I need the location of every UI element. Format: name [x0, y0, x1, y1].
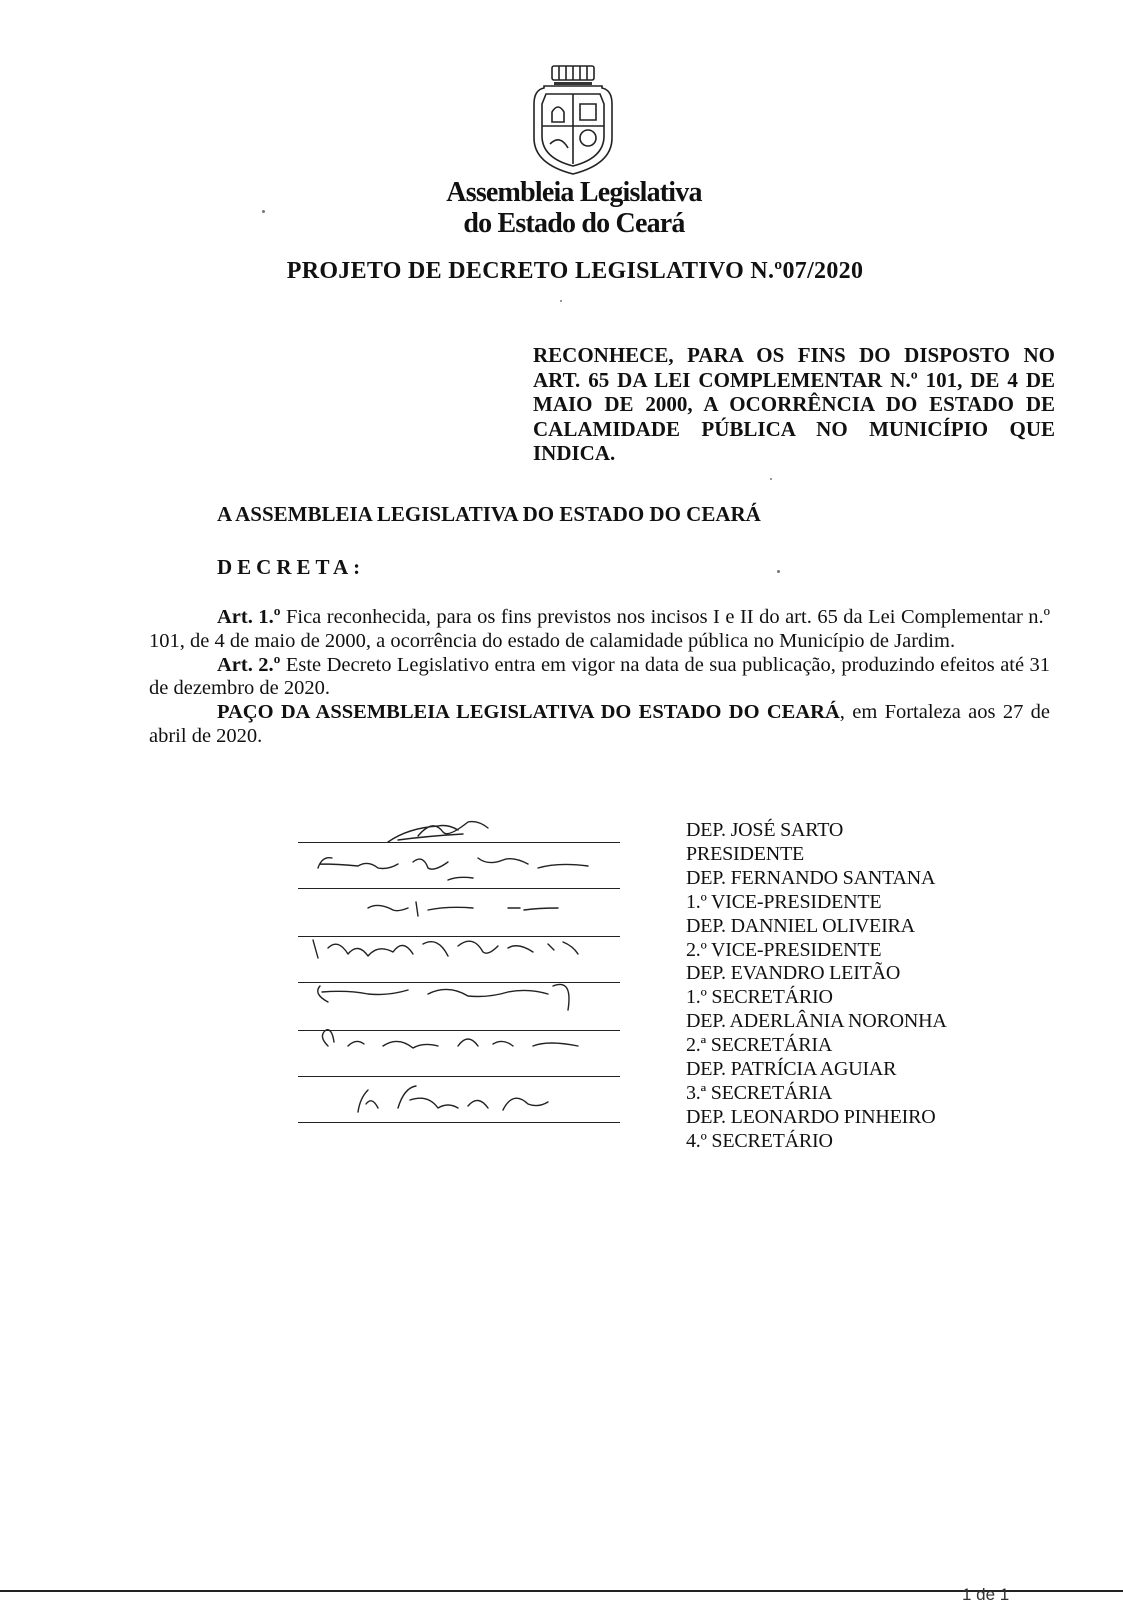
ementa: RECONHECE, PARA OS FINS DO DISPOSTO NO ART. 65 DA LEI COMPLEMENTAR N.º 101, DE 4 DE MAIO DE 2000, A OCORRÊNCIA DO ESTADO DE CALAMIDADE PÚBLICA NO MUNICÍPIO QUE INDICA. [533, 343, 1055, 465]
article-1-text: Fica reconhecida, para os fins previstos nos incisos I e II do art. 65 da Lei Complementar n.º 101, de 4 de maio de 2000, a ocorrência do estado de calamidade pública no Município de Jardim. [149, 606, 1051, 652]
signatory-name: DEP. EVANDRO LEITÃO [686, 962, 901, 985]
decreta-heading: DECRETA: [217, 555, 366, 579]
footer-rule [0, 1590, 1123, 1592]
signatory-role: 4.º SECRETÁRIO [686, 1129, 833, 1152]
scan-speck [560, 300, 562, 302]
signatory-role: 1.º VICE-PRESIDENTE [686, 890, 882, 913]
ceara-coat-of-arms-icon [530, 64, 616, 176]
signatory-name: DEP. JOSÉ SARTO [686, 819, 844, 841]
assembly-statement: A ASSEMBLEIA LEGISLATIVA DO ESTADO DO CEARÁ [217, 502, 761, 526]
signatory-role: 2.º VICE-PRESIDENTE [686, 938, 882, 961]
article-2-text: Este Decreto Legislativo entra em vigor na data de sua publicação, produzindo efeitos até 31 de dezembro de 2020. [149, 653, 1051, 700]
institution-name-line1: Assembleia Legislativa [446, 177, 702, 208]
signatory-role: PRESIDENTE [686, 842, 805, 865]
article-1 [149, 606, 1050, 654]
closing-label: PAÇO DA ASSEMBLEIA LEGISLATIVA DO ESTADO DO CEARÁ [217, 701, 840, 724]
article-1-label: Art. 1.º [217, 606, 281, 628]
signature-block [298, 818, 623, 1158]
scan-speck [262, 210, 265, 213]
document-title: PROJETO DE DECRETO LEGISLATIVO N.º07/2020 [286, 258, 864, 284]
signatory-name: DEP. LEONARDO PINHEIRO [686, 1105, 936, 1128]
scan-speck [770, 478, 772, 480]
scan-speck [777, 570, 780, 573]
document-body [149, 606, 1050, 749]
closing-text: , em Fortaleza aos 27 de abril de 2020. [149, 701, 1050, 747]
article-2 [149, 654, 1050, 702]
signatory-name: DEP. DANNIEL OLIVEIRA [686, 914, 915, 937]
signatory-name: DEP. PATRÍCIA AGUIAR [686, 1058, 897, 1081]
signatory-role: 1.º SECRETÁRIO [686, 986, 833, 1009]
closing-paragraph [149, 701, 1050, 749]
signatory-name: DEP. ADERLÂNIA NORONHA [686, 1010, 947, 1033]
handwritten-signatures-icon [298, 818, 623, 1158]
institution-name-line2: do Estado do Ceará [463, 208, 685, 239]
signatory-role: 2.ª SECRETÁRIA [686, 1034, 833, 1057]
signatory-name: DEP. FERNANDO SANTANA [686, 866, 936, 889]
signatory-role: 3.ª SECRETÁRIA [686, 1081, 833, 1104]
signatories-list [686, 819, 947, 1154]
page-indicator: 1 de 1 [962, 1585, 1010, 1604]
article-2-label: Art. 2.º [217, 653, 281, 676]
